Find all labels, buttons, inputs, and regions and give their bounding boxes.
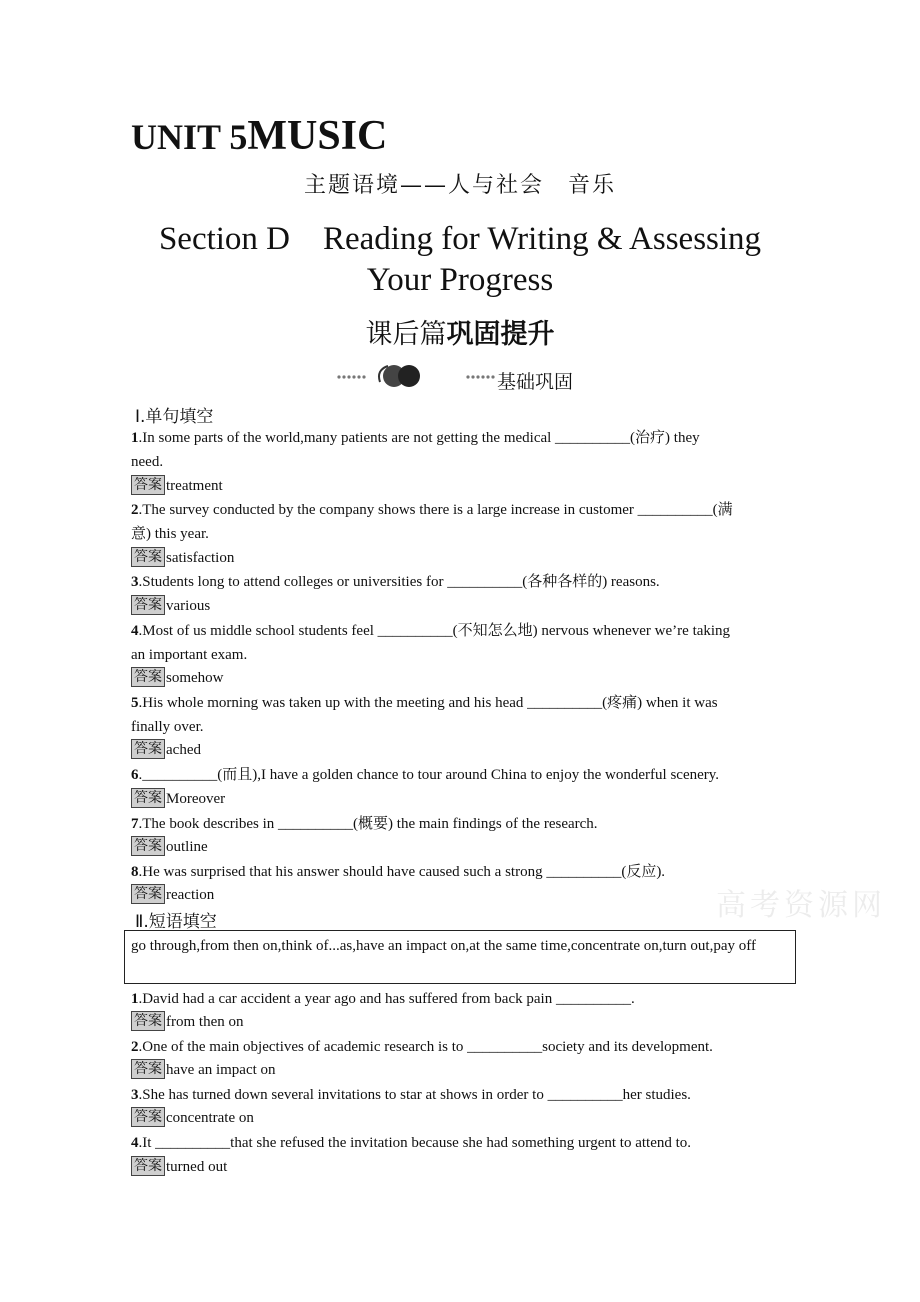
part1-title: Ⅰ.单句填空	[135, 407, 214, 427]
question-5: 5.His whole morning was taken up with the meeting and his head __________(疼痛) when it was	[131, 695, 718, 711]
answer-tag: 答案	[131, 667, 165, 687]
answer-tag: 答案	[131, 1107, 165, 1127]
answer-7: 答案 outline	[131, 836, 208, 858]
phrase-question-2: 2.One of the main objectives of academic research is to __________society and its development.	[131, 1039, 713, 1055]
answer-tag: 答案	[131, 1011, 165, 1031]
phrase-question-3: 3.She has turned down several invitations to star at shows in order to __________her studies.	[131, 1087, 691, 1103]
theme-context: 主题语境——人与社会 音乐	[303, 173, 616, 198]
answer-1: 答案 treatment	[131, 475, 223, 497]
answer-8: 答案 reaction	[131, 884, 214, 906]
question-5-cont: finally over.	[131, 719, 204, 735]
answer-5: 答案 ached	[131, 739, 201, 761]
phrase-answer-1: 答案 from then on	[131, 1011, 243, 1033]
phrase-question-1: 1.David had a car accident a year ago and has suffered from back pain __________.	[131, 991, 635, 1007]
answer-tag: 答案	[131, 475, 165, 495]
watermark: 高考资源网	[716, 888, 886, 923]
question-4: 4.Most of us middle school students feel __________(不知怎么地) nervous whenever we’re taking	[131, 623, 731, 639]
answer-4: 答案 somehow	[131, 667, 224, 689]
decorative-dots-circles-icon	[336, 360, 516, 390]
answer-6: 答案 Moreover	[131, 788, 225, 810]
question-2-cont: 意) this year.	[131, 526, 209, 542]
phrase-answer-4: 答案 turned out	[131, 1156, 227, 1178]
level-basic-label: 基础巩固	[497, 371, 574, 393]
question-7: 7.The book describes in __________(概要) the main findings of the research.	[131, 816, 598, 832]
answer-3: 答案 various	[131, 595, 210, 617]
after-class-heading: 课后篇巩固提升	[365, 319, 555, 350]
answer-tag: 答案	[131, 547, 165, 567]
phrase-answer-2: 答案 have an impact on	[131, 1059, 276, 1081]
word-bank-text: go through,from then on,think of...as,have an impact on,at the same time,concentrate on,turn out,pay off	[131, 938, 756, 954]
section-title-line1: Section D Reading for Writing & Assessing	[158, 221, 762, 257]
question-1-cont: need.	[131, 454, 164, 470]
question-8: 8.He was surprised that his answer should have caused such a strong __________(反应).	[131, 864, 666, 880]
part2-title: Ⅱ.短语填空	[135, 912, 217, 932]
unit-title-music: MUSIC	[247, 113, 388, 159]
section-title-line2: Your Progress	[366, 262, 554, 298]
question-2: 2.The survey conducted by the company shows there is a large increase in customer __________(满	[131, 502, 733, 518]
answer-tag: 答案	[131, 884, 165, 904]
answer-tag: 答案	[131, 1156, 165, 1176]
answer-tag: 答案	[131, 739, 165, 759]
unit-title: UNIT 5MUSIC	[131, 113, 388, 159]
answer-tag: 答案	[131, 1059, 165, 1079]
answer-tag: 答案	[131, 595, 165, 615]
answer-tag: 答案	[131, 788, 165, 808]
phrase-answer-3: 答案 concentrate on	[131, 1107, 254, 1129]
question-6: 6.__________(而且),I have a golden chance to tour around China to enjoy the wonderful scenery.	[131, 767, 720, 783]
answer-tag: 答案	[131, 836, 165, 856]
question-3: 3.Students long to attend colleges or universities for __________(各种各样的) reasons.	[131, 574, 660, 590]
phrase-question-4: 4.It __________that she refused the invitation because she had something urgent to attend to.	[131, 1135, 692, 1151]
answer-2: 答案 satisfaction	[131, 547, 234, 569]
question-1: 1.In some parts of the world,many patients are not getting the medical __________(治疗) they	[131, 430, 700, 446]
question-4-cont: an important exam.	[131, 647, 248, 663]
